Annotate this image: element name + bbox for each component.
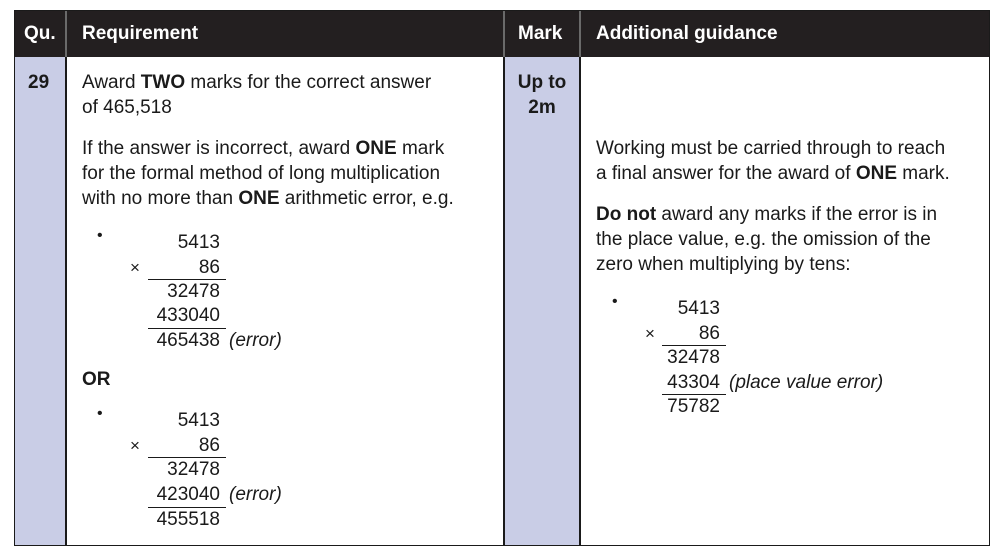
example2-error-note: (error) — [229, 484, 282, 505]
header-guidance: Additional guidance — [596, 23, 778, 44]
example2-multiplier: 86 — [198, 435, 220, 456]
requirement-para2-line-3: with no more than ONE arithmetic error, e.g. — [82, 188, 454, 209]
example2-times-sign: × — [130, 436, 140, 455]
example1-multiplier: 86 — [198, 257, 220, 278]
header-mark: Mark — [518, 23, 563, 44]
example1-bullet: • — [97, 227, 103, 244]
requirement-line-1: Award TWO marks for the correct answer — [82, 72, 432, 93]
or-label: OR — [82, 369, 111, 390]
guidance-para2-line-3: zero when multiplying by tens: — [596, 254, 851, 275]
guidance-example-error-note: (place value error) — [729, 372, 884, 393]
requirement-para2-line-2: for the formal method of long multiplication — [82, 163, 441, 184]
guidance-para1-line-2: a final answer for the award of ONE mark. — [596, 163, 950, 184]
guidance-example-partial-2: 43304 — [667, 372, 720, 393]
guidance-para1-line-1: Working must be carried through to reach — [596, 138, 946, 159]
mark-line-1: Up to — [517, 72, 567, 93]
example1-times-sign: × — [130, 258, 140, 277]
guidance-example-total: 75782 — [667, 396, 720, 417]
guidance-example-times-sign: × — [645, 324, 655, 343]
requirement-para2-line-1: If the answer is incorrect, award ONE mark — [82, 138, 445, 159]
header-qu: Qu. — [24, 23, 56, 44]
example1-error-note: (error) — [229, 330, 282, 351]
guidance-para2-line-1: Do not award any marks if the error is in — [596, 204, 938, 225]
guidance-example-multiplier: 86 — [698, 323, 720, 344]
mark-line-2: 2m — [528, 97, 556, 118]
example2-total: 455518 — [156, 509, 220, 530]
example2-partial-2: 423040 — [156, 484, 220, 505]
example2-multiplicand: 5413 — [177, 410, 220, 431]
example1-total: 465438 — [156, 330, 220, 351]
example1-multiplicand: 5413 — [177, 232, 220, 253]
guidance-example-multiplicand: 5413 — [677, 298, 720, 319]
requirement-line-2: of 465,518 — [82, 97, 172, 118]
header-requirement: Requirement — [82, 23, 199, 44]
guidance-example-bullet: • — [612, 293, 618, 310]
guidance-example-partial-1: 32478 — [667, 347, 720, 368]
guidance-para2-line-2: the place value, e.g. the omission of the — [596, 229, 931, 250]
example2-partial-1: 32478 — [167, 459, 220, 480]
example1-partial-2: 433040 — [156, 305, 220, 326]
example2-bullet: • — [97, 405, 103, 422]
question-number: 29 — [28, 72, 50, 93]
example1-partial-1: 32478 — [167, 281, 220, 302]
